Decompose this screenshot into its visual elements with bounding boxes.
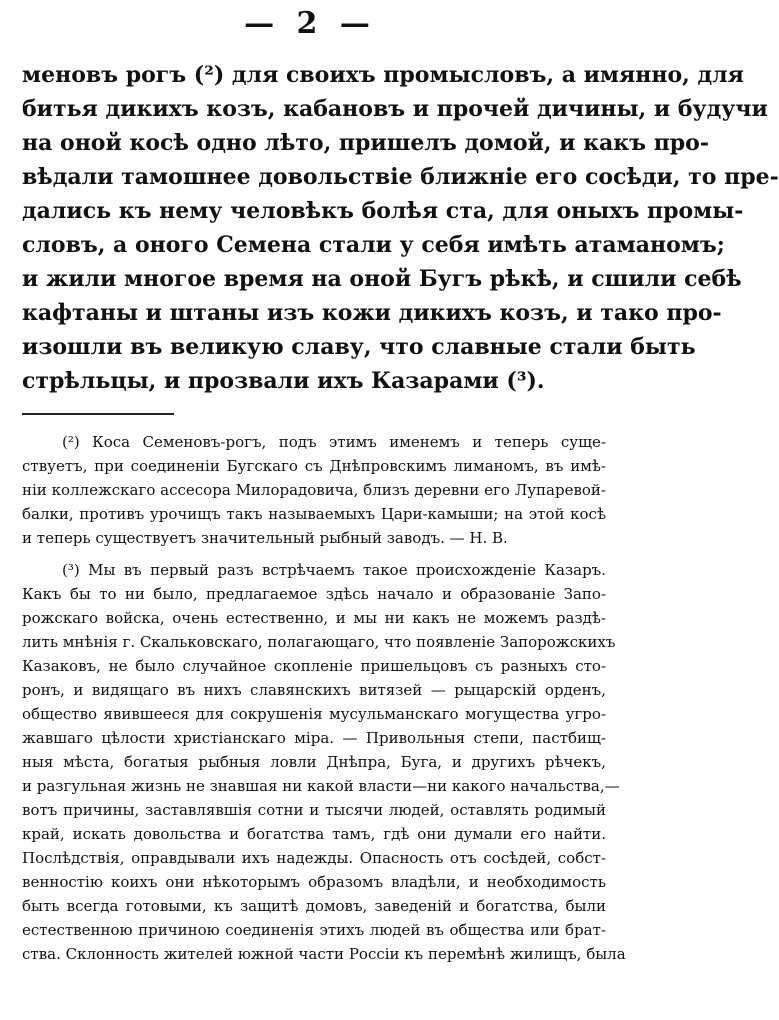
footnote-line: (³) Мы въ первый разъ встрѣчаемъ такое происхожденіе Казаръ. <box>62 561 606 579</box>
footnote-line: вотъ причины, заставлявшія сотни и тысячи людей, оставлять родимый <box>22 801 606 819</box>
footnote-2 <box>22 430 606 550</box>
footnote-line: ніи коллежскаго ассесора Милорадовича, близъ деревни его Лупаревой- <box>22 481 606 499</box>
footnote-line: (²) Коса Семеновъ-рогъ, подъ этимъ именемъ и теперь суще- <box>62 433 606 451</box>
page-number: — 2 — <box>244 6 376 41</box>
main-text-line: битья дикихъ козъ, кабановъ и прочей дичины, и будучи <box>22 96 768 122</box>
main-text-line: вѣдали тамошнее довольствіе ближніе его сосѣди, то пре- <box>22 164 779 190</box>
main-text-line: на оной косѣ одно лѣто, пришелъ домой, и какъ про- <box>22 130 709 156</box>
footnote-3 <box>22 558 626 966</box>
footnote-line: балки, противъ урочищъ такъ называемыхъ Цари-камыши; на этой косѣ <box>22 505 606 523</box>
main-text-line: стрѣльцы, и прозвали ихъ Казарами (³). <box>22 368 545 394</box>
main-text-line: меновъ рогъ (²) для своихъ промысловъ, а имянно, для <box>22 62 744 88</box>
footnote-line: ствуетъ, при соединеніи Бугскаго съ Днѣпровскимъ лиманомъ, въ имѣ- <box>22 457 606 475</box>
footnote-line: ныя мѣста, богатыя рыбныя ловли Днѣпра, Буга, и другихъ рѣчекъ, <box>22 753 606 771</box>
footnote-line: ронъ, и видящаго въ нихъ славянскихъ витязей — рыцарскій орденъ, <box>22 681 606 699</box>
main-text-line: словъ, а оного Семена стали у себя имѣть атаманомъ; <box>22 232 725 258</box>
footnote-line: венностію коихъ они нѣкоторымъ образомъ владѣли, и необходимость <box>22 873 606 891</box>
footnote-line: ства. Склонность жителей южной части Россіи къ перемѣнѣ жилищъ, была <box>22 945 626 963</box>
footnote-separator-rule <box>22 413 174 415</box>
footnote-line: и теперь существуетъ значительный рыбный заводъ. — Н. В. <box>22 529 508 547</box>
footnote-line: быть всегда готовыми, къ защитѣ домовъ, заведеній и богатства, были <box>22 897 606 915</box>
footnote-line: Какъ бы то ни было, предлагаемое здѣсь начало и образованіе Запо- <box>22 585 606 603</box>
footnote-line: Казаковъ, не было случайное скопленіе пришельцовъ съ разныхъ сто- <box>22 657 606 675</box>
footnote-line: общество явившееся для сокрушенія мусульманскаго могущества угро- <box>22 705 606 723</box>
main-text <box>22 58 779 398</box>
footnote-line: и разгульная жизнь не знавшая ни какой власти—ни какого начальства,— <box>22 777 620 795</box>
main-text-line: изошли въ великую славу, что славные стали быть <box>22 334 696 360</box>
main-text-line: и жили многое время на оной Бугъ рѣкѣ, и сшили себѣ <box>22 266 742 292</box>
footnote-line: Послѣдствія, оправдывали ихъ надежды. Опасность отъ сосѣдей, собст- <box>22 849 606 867</box>
main-text-line: кафтаны и штаны изъ кожи дикихъ козъ, и тако про- <box>22 300 722 326</box>
footnote-line: жавшаго цѣлости христіанскаго міра. — Привольныя степи, пастбищ- <box>22 729 606 747</box>
footnote-line: край, искать довольства и богатства тамъ, гдѣ они думали его найти. <box>22 825 606 843</box>
footnote-line: лить мнѣнія г. Скальковскаго, полагающаго, что появленіе Запорожскихъ <box>22 633 616 651</box>
footnotes <box>22 430 626 966</box>
main-text-line: дались къ нему человѣкъ болѣя ста, для оныхъ промы- <box>22 198 744 224</box>
footnote-line: рожскаго войска, очень естественно, и мы ни какъ не можемъ раздѣ- <box>22 609 606 627</box>
footnote-line: естественною причиною соединенія этихъ людей въ общества или брат- <box>22 921 606 939</box>
